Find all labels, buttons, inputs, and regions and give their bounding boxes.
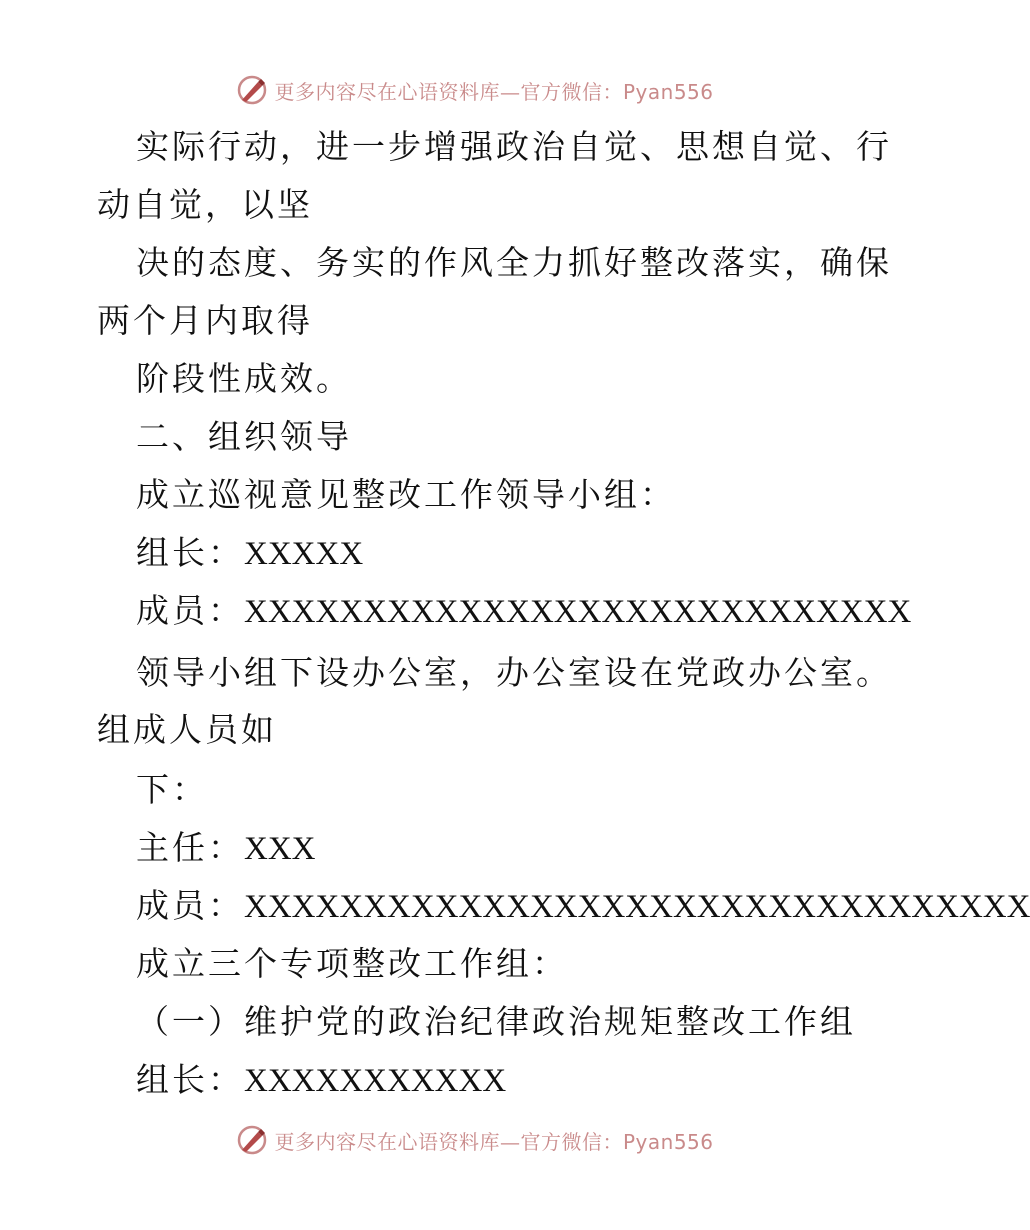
paragraph-line: 下： bbox=[136, 770, 208, 809]
subsection-heading: （一）维护党的政治纪律政治规矩整改工作组 bbox=[136, 1002, 856, 1041]
watermark-text: 更多内容尽在心语资料库—官方微信：Pyan556 bbox=[274, 79, 714, 104]
paragraph-line: 两个月内取得 bbox=[97, 301, 313, 340]
role-label: 成员： bbox=[136, 886, 244, 925]
director-line bbox=[136, 828, 316, 869]
leader-line bbox=[136, 1060, 506, 1101]
members-line bbox=[136, 591, 911, 632]
role-label: 组长： bbox=[136, 1060, 244, 1099]
name-placeholder: XXXXX bbox=[244, 536, 364, 572]
footer-watermark bbox=[0, 1120, 950, 1160]
name-placeholder: XXXXXXXXXXX bbox=[244, 1063, 507, 1099]
paragraph-line: 组成人员如 bbox=[97, 710, 277, 749]
role-label: 主任： bbox=[136, 828, 244, 867]
role-label: 组长： bbox=[136, 533, 244, 572]
name-placeholder: XXXXXXXXXXXXXXXXXXXXXXXXXXXXXXXXX bbox=[244, 889, 1030, 925]
members-line bbox=[136, 886, 1030, 927]
paragraph-line: 决的态度、务实的作风全力抓好整改落实，确保 bbox=[136, 243, 892, 282]
name-placeholder: XXX bbox=[244, 831, 316, 867]
leader-line bbox=[136, 533, 363, 574]
paragraph-line: 阶段性成效。 bbox=[136, 359, 352, 398]
paragraph-line: 领导小组下设办公室，办公室设在党政办公室。 bbox=[136, 653, 892, 692]
section-heading: 二、组织领导 bbox=[136, 417, 352, 456]
paragraph-line: 成立三个专项整改工作组： bbox=[136, 944, 568, 983]
watermark-text: 更多内容尽在心语资料库—官方微信：Pyan556 bbox=[274, 1129, 714, 1154]
paragraph-line: 成立巡视意见整改工作领导小组： bbox=[136, 475, 676, 514]
name-placeholder: XXXXXXXXXXXXXXXXXXXXXXXXXXXX bbox=[244, 594, 912, 630]
role-label: 成员： bbox=[136, 591, 244, 630]
paragraph-line: 动自觉，以坚 bbox=[97, 185, 313, 224]
pen-logo-icon bbox=[236, 1124, 268, 1156]
paragraph-line: 实际行动，进一步增强政治自觉、思想自觉、行 bbox=[136, 127, 892, 166]
